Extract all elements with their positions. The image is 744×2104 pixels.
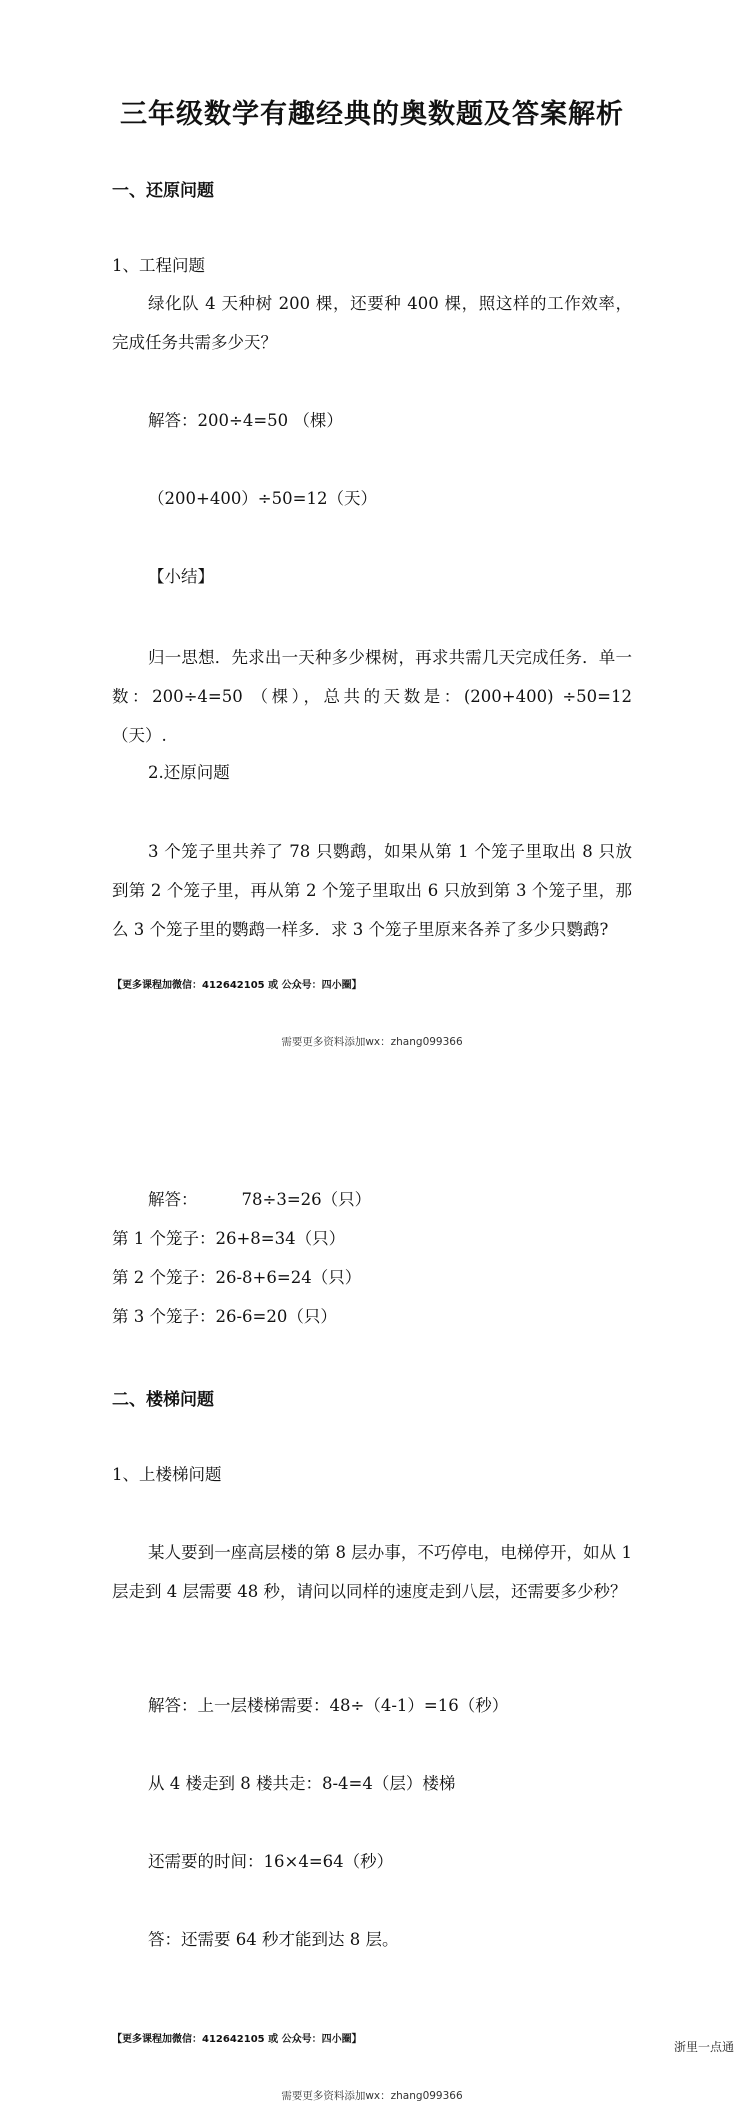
watermark: 需要更多资料添加wx：zhang099366 xyxy=(281,2090,463,2102)
answer-expression: 78÷3=26（只） xyxy=(241,1190,372,1209)
question-label-stairs: 1、上楼梯问题 xyxy=(112,1465,222,1484)
section-heading-stairs: 二、楼梯问题 xyxy=(112,1390,214,1410)
answer-prefix: 解答： xyxy=(148,1190,198,1209)
answer-line: 解答：200÷4=50 （棵） xyxy=(148,411,343,430)
answer-line xyxy=(148,1189,371,1211)
summary-tag: 【小结】 xyxy=(148,567,214,586)
question-text-stairs: 某人要到一座高层楼的第 8 层办事，不巧停电，电梯停开，如从 1 层走到 4 层需要 48 秒，请问以同样的速度走到八层，还需要多少秒？ xyxy=(112,1543,632,1601)
question-label-restore: 2.还原问题 xyxy=(148,763,230,782)
corner-text: 浙里一点通 xyxy=(673,2040,734,2054)
answer-line: （200+400）÷50=12（天） xyxy=(148,489,377,508)
answer-line: 答：还需要 64 秒才能到达 8 层。 xyxy=(148,1930,399,1949)
answer-line: 还需要的时间：16×4=64（秒） xyxy=(148,1852,394,1871)
footer-note: 【更多课程加微信：412642105 或 公众号：四小圈】 xyxy=(112,980,362,991)
footer-note: 【更多课程加微信：412642105 或 公众号：四小圈】 xyxy=(112,2034,362,2045)
summary-text: 归一思想．先求出一天种多少棵树，再求共需几天完成任务．单一数：200÷4=50 （棵），总共的天数是：(200+400) ÷50=12 （天）. xyxy=(112,648,632,745)
cage-answer: 第 3 个笼子：26-6=20（只） xyxy=(112,1307,337,1326)
watermark: 需要更多资料添加wx：zhang099366 xyxy=(281,1036,463,1048)
question-text-parrots: 3 个笼子里共养了 78 只鹦鹉，如果从第 1 个笼子里取出 8 只放到第 2 个笼子里，再从第 2 个笼子里取出 6 只放到第 3 个笼子里，那么 3 个笼子里的鹦鹉一样多．求 3 个笼子里原来各养了多少只鹦鹉? xyxy=(112,842,632,939)
cage-answer: 第 2 个笼子：26-8+6=24（只） xyxy=(112,1268,362,1287)
page-title: 三年级数学有趣经典的奥数题及答案解析 xyxy=(120,99,624,130)
question-label-engineering: 1、工程问题 xyxy=(112,256,205,275)
cage-answer: 第 1 个笼子：26+8=34（只） xyxy=(112,1229,346,1248)
question-text-engineering: 绿化队 4 天种树 200 棵，还要种 400 棵，照这样的工作效率，完成任务共需多少天？ xyxy=(112,294,632,352)
answer-line: 从 4 楼走到 8 楼共走：8-4=4（层）楼梯 xyxy=(148,1774,456,1793)
section-heading-restore: 一、还原问题 xyxy=(112,181,214,201)
answer-line: 解答：上一层楼梯需要：48÷（4-1）=16（秒） xyxy=(148,1696,509,1715)
